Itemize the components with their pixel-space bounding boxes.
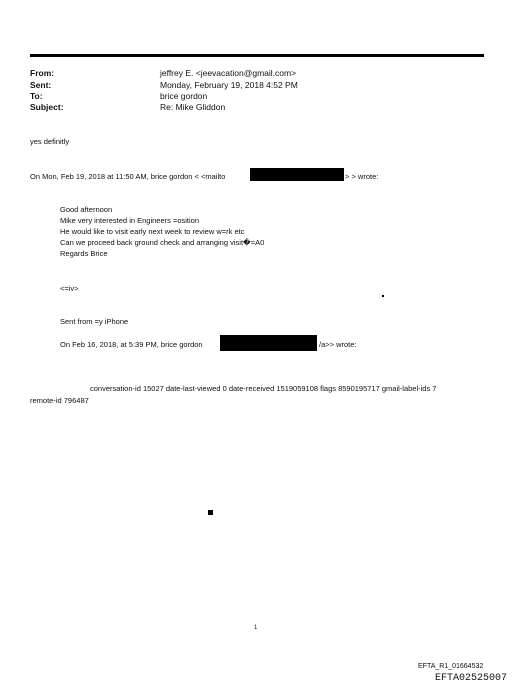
quote2-suffix: /a>> wrote: bbox=[319, 340, 357, 349]
bates-number-small: EFTA_R1_01664532 bbox=[418, 663, 484, 670]
metadata-line-2: remote-id 796487 bbox=[30, 396, 89, 405]
msg-line: Mike very interested in Engineers =osition bbox=[60, 216, 200, 225]
to-value: brice gordon bbox=[160, 91, 208, 101]
subject-label: Subject: bbox=[30, 102, 64, 112]
reply-text: yes definitly bbox=[30, 137, 70, 146]
from-value: jeffrey E. <jeevacation@gmail.com> bbox=[160, 68, 297, 78]
sent-label: Sent: bbox=[30, 80, 52, 90]
bates-number-large: EFTA02525007 bbox=[435, 673, 508, 684]
page-number: 1 bbox=[254, 625, 258, 631]
quote1-suffix: > > wrote: bbox=[345, 172, 379, 181]
redaction-block bbox=[250, 168, 344, 181]
redaction-block bbox=[220, 335, 317, 351]
msg-line: Good afternoon bbox=[60, 205, 113, 214]
square-mark bbox=[208, 510, 213, 515]
from-label: From: bbox=[30, 68, 55, 78]
quote1-prefix: On Mon, Feb 19, 2018 at 11:50 AM, brice gordon < <mailto bbox=[30, 172, 226, 181]
msg-line: Regards Brice bbox=[60, 249, 108, 258]
msg-line: Can we proceed back ground check and arranging visit�=A0 bbox=[60, 238, 265, 247]
sent-from-text: Sent from =y iPhone bbox=[60, 317, 129, 326]
speck-mark bbox=[382, 295, 384, 297]
to-label: To: bbox=[30, 91, 43, 101]
header-rule bbox=[30, 54, 484, 57]
sent-value: Monday, February 19, 2018 4:52 PM bbox=[160, 80, 298, 90]
quote2-prefix: On Feb 16, 2018, at 5:39 PM, brice gordon bbox=[60, 340, 203, 349]
div-tag-text: <=iv> bbox=[60, 284, 79, 293]
msg-line: He would like to visit early next week to review w=rk etc bbox=[60, 227, 245, 236]
subject-value: Re: Mike Gliddon bbox=[160, 102, 226, 112]
metadata-line-1: conversation-id 15027 date-last-viewed 0 date-received 1519059108 flags 8590195717 gmail-label-ids 7 bbox=[90, 384, 437, 393]
